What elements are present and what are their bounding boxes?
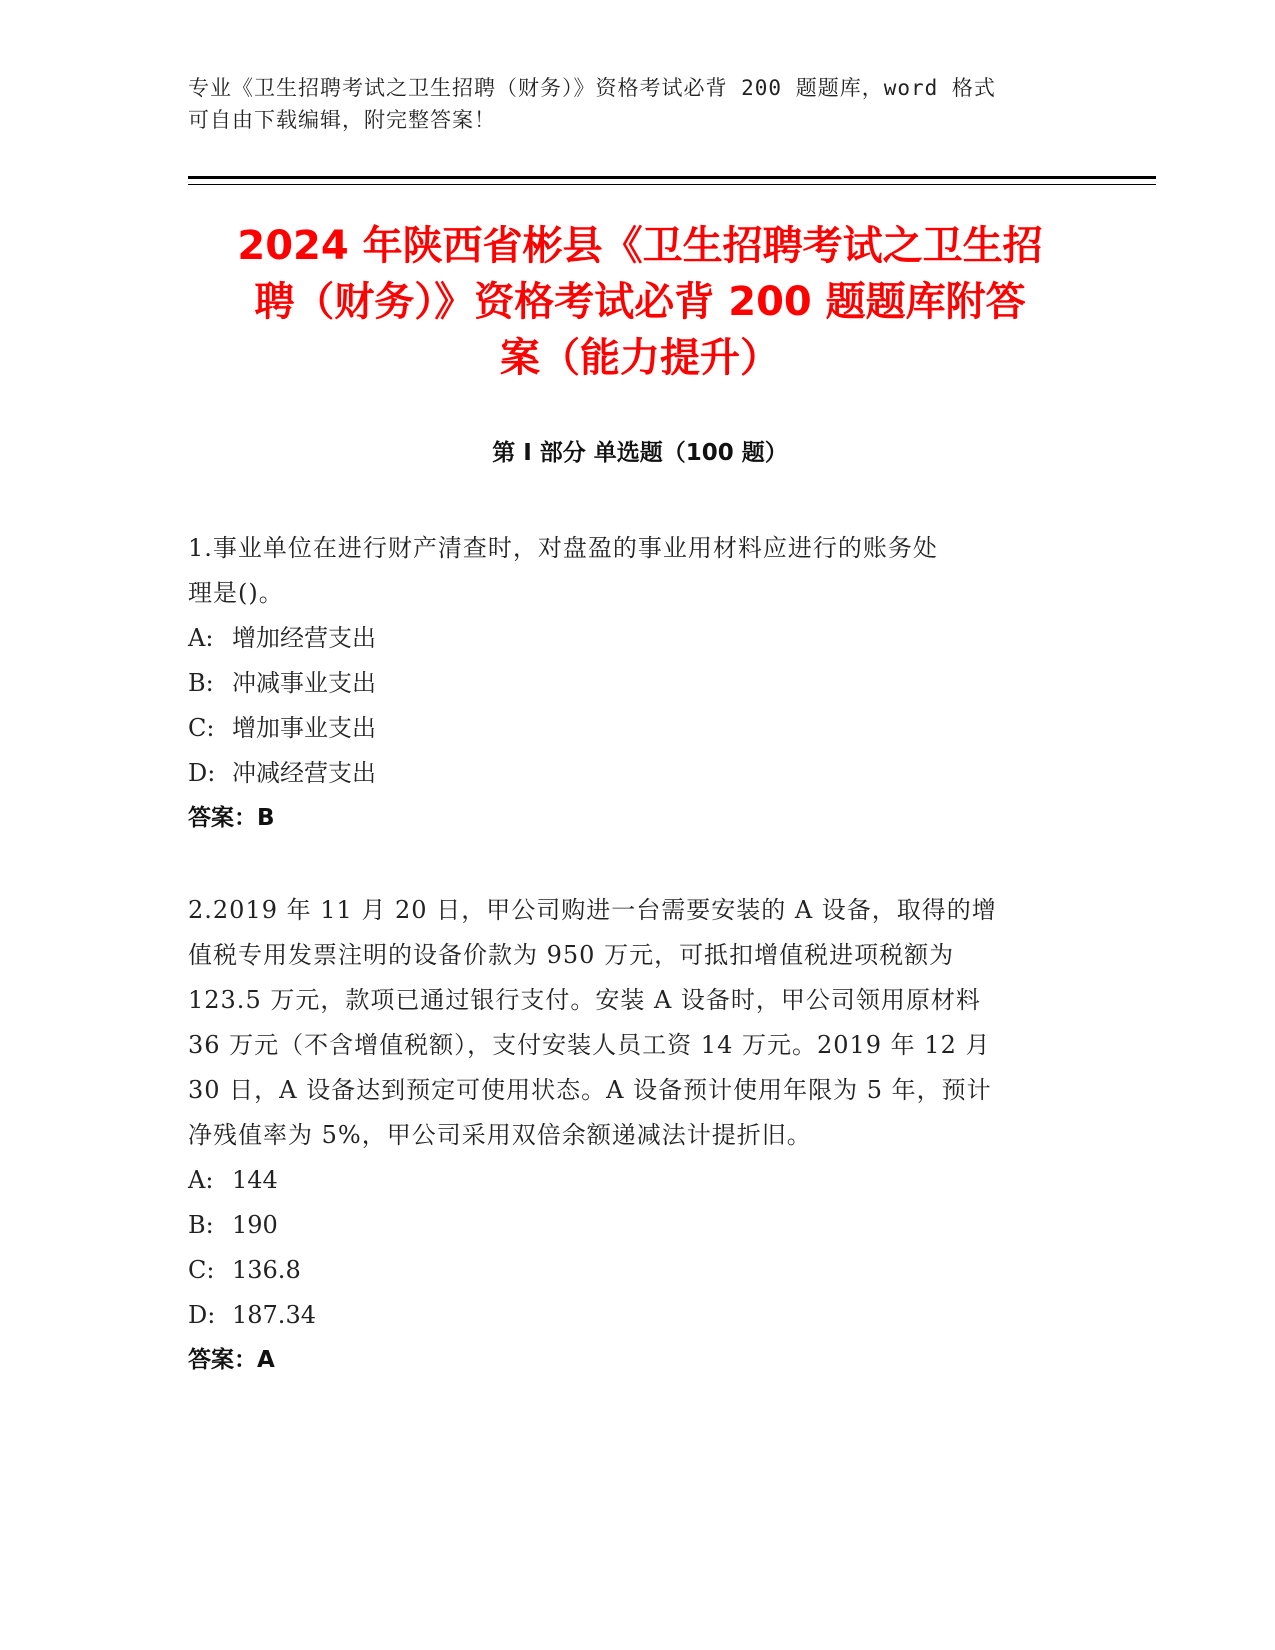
option-key: B: — [188, 1211, 214, 1239]
header-rule-thin — [188, 184, 1156, 185]
header-note-line: 专业《卫生招聘考试之卫生招聘（财务）》资格考试必背 200 题题库，word 格式 — [188, 76, 996, 100]
header-note — [188, 72, 1068, 136]
option-text: 冲减经营支出 — [232, 759, 376, 787]
stem-line: 净残值率为 5%，甲公司采用双倍余额递减法计提折旧。 — [188, 1121, 812, 1149]
option-d — [188, 751, 1088, 796]
option-key: A: — [188, 1166, 214, 1194]
section-heading: 第 I 部分 单选题（100 题） — [492, 440, 788, 466]
stem-line: 2.2019 年 11 月 20 日，甲公司购进一台需要安装的 A 设备，取得的增 — [188, 896, 997, 924]
header-note-line: 可自由下载编辑，附完整答案！ — [188, 108, 496, 132]
question-stem — [188, 888, 1088, 1158]
answer-label: 答案：B — [188, 805, 275, 831]
option-c — [188, 706, 1088, 751]
option-text: 增加经营支出 — [232, 624, 376, 652]
answer-label: 答案：A — [188, 1347, 275, 1373]
title-line: 案（能力提升） — [500, 335, 780, 381]
stem-line: 理是()。 — [188, 579, 284, 607]
stem-line: 30 日，A 设备达到预定可使用状态。A 设备预计使用年限为 5 年，预计 — [188, 1076, 992, 1104]
stem-line: 123.5 万元，款项已通过银行支付。安装 A 设备时，甲公司领用原材料 — [188, 986, 981, 1014]
option-key: B: — [188, 669, 214, 697]
document-title — [160, 218, 1120, 386]
title-line: 2024 年陕西省彬县《卫生招聘考试之卫生招 — [237, 223, 1043, 269]
stem-line: 36 万元（不含增值税额），支付安装人员工资 14 万元。2019 年 12 月 — [188, 1031, 991, 1059]
question-block — [188, 526, 1088, 841]
stem-line: 值税专用发票注明的设备价款为 950 万元，可抵扣增值税进项税额为 — [188, 941, 955, 969]
option-key: D: — [188, 1301, 216, 1329]
title-line: 聘（财务）》资格考试必背 200 题题库附答 — [254, 279, 1026, 325]
option-b — [188, 1203, 1088, 1248]
option-text: 190 — [232, 1211, 278, 1239]
stem-line: 1.事业单位在进行财产清查时，对盘盈的事业用材料应进行的账务处 — [188, 534, 938, 562]
option-key: C: — [188, 1256, 215, 1284]
header-rule-thick — [188, 176, 1156, 179]
question-block — [188, 888, 1088, 1383]
option-b — [188, 661, 1088, 706]
option-text: 144 — [232, 1166, 278, 1194]
option-d — [188, 1293, 1088, 1338]
option-c — [188, 1248, 1088, 1293]
option-key: D: — [188, 759, 216, 787]
option-text: 187.34 — [232, 1301, 316, 1329]
option-key: C: — [188, 714, 215, 742]
option-key: A: — [188, 624, 214, 652]
option-a — [188, 1158, 1088, 1203]
option-a — [188, 616, 1088, 661]
question-stem — [188, 526, 1088, 616]
option-text: 136.8 — [232, 1256, 301, 1284]
option-text: 增加事业支出 — [232, 714, 376, 742]
option-text: 冲减事业支出 — [232, 669, 376, 697]
